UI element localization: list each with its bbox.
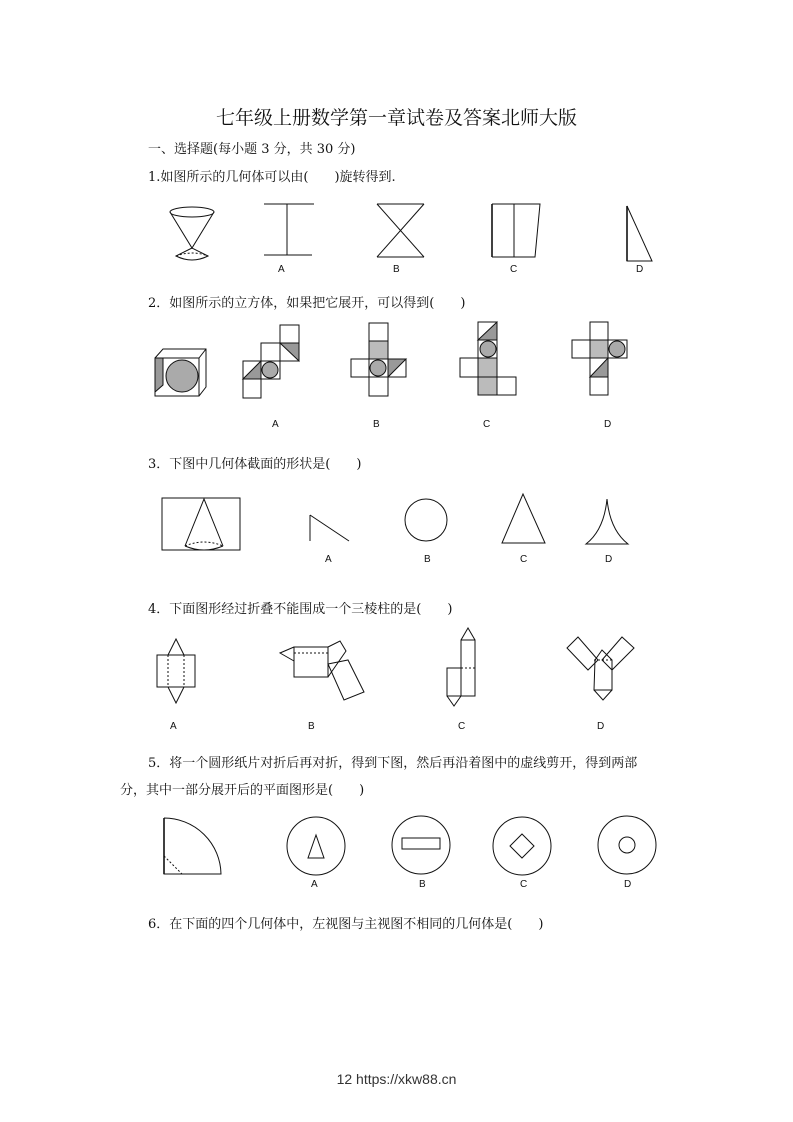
q2-option-d-net [572,322,627,395]
question-5-text-line1: 5．将一个圆形纸片对折后再对折，得到下图，然后再沿着图中的虚线剪开，得到两部 [148,756,638,771]
q3-solid-figure [162,498,240,550]
q4-option-d-label: D [597,721,605,732]
q4-option-c-label: C [458,721,466,732]
q2-option-b-label: B [373,419,380,430]
q1-option-d-label: D [636,264,644,275]
question-5-text-line2: 分，其中一部分展开后的平面图形是( ) [120,783,365,798]
q4-option-a-label: A [170,721,177,732]
q5-option-c-figure [493,817,551,875]
question-6-text: 6．在下面的四个几何体中，左视图与主视图不相同的几何体是( ) [148,917,544,932]
q2-cube-figure [155,349,206,396]
question-4-text: 4．下面图形经过折叠不能围成一个三棱柱的是( ) [148,602,453,617]
q4-option-a-net [157,639,195,703]
section-heading: 一、选择题(每小题 3 分，共 30 分) [148,142,356,157]
q3-option-c-label: C [520,554,528,565]
q1-option-d-figure [627,206,652,261]
q3-option-c-figure [502,494,545,543]
q2-option-c-label: C [483,419,491,430]
q3-option-d-label: D [605,554,613,565]
question-1-text: 1.如图所示的几何体可以由( )旋转得到. [148,170,396,185]
q1-option-a-figure [264,204,314,255]
q1-option-a-label: A [278,264,285,275]
q1-solid-figure [170,207,214,260]
q5-option-b-figure [392,816,450,874]
q2-option-a-net [243,325,299,398]
q2-option-d-label: D [604,419,612,430]
q2-option-b-net [351,323,406,396]
page-title: 七年级上册数学第一章试卷及答案北师大版 [215,107,577,129]
q4-option-d-net [567,637,634,700]
q4-option-b-label: B [308,721,315,732]
q5-option-a-figure [287,817,345,875]
q3-option-d-figure [586,499,628,544]
q1-option-b-label: B [393,264,400,275]
q3-option-a-label: A [325,554,332,565]
q5-folded-paper-figure [164,818,221,874]
q4-option-c-net [447,628,475,706]
q2-option-a-label: A [272,419,279,430]
q3-option-b-label: B [424,554,431,565]
q1-option-b-figure [377,204,424,257]
q1-option-c-figure [492,204,540,257]
q2-option-c-net [460,322,516,395]
q5-option-c-label: C [520,879,528,890]
q5-option-d-label: D [624,879,632,890]
q5-option-a-label: A [311,879,318,890]
q3-option-b-figure [405,499,447,541]
question-3-text: 3．下图中几何体截面的形状是( ) [148,457,362,472]
q3-option-a-figure [310,515,349,541]
q5-option-b-label: B [419,879,426,890]
page-footer: 12 https://xkw88.cn [336,1071,457,1087]
q1-option-c-label: C [510,264,518,275]
question-2-text: 2．如图所示的立方体，如果把它展开，可以得到( ) [148,296,466,311]
q4-option-b-net [280,641,364,700]
q5-option-d-figure [598,816,656,874]
